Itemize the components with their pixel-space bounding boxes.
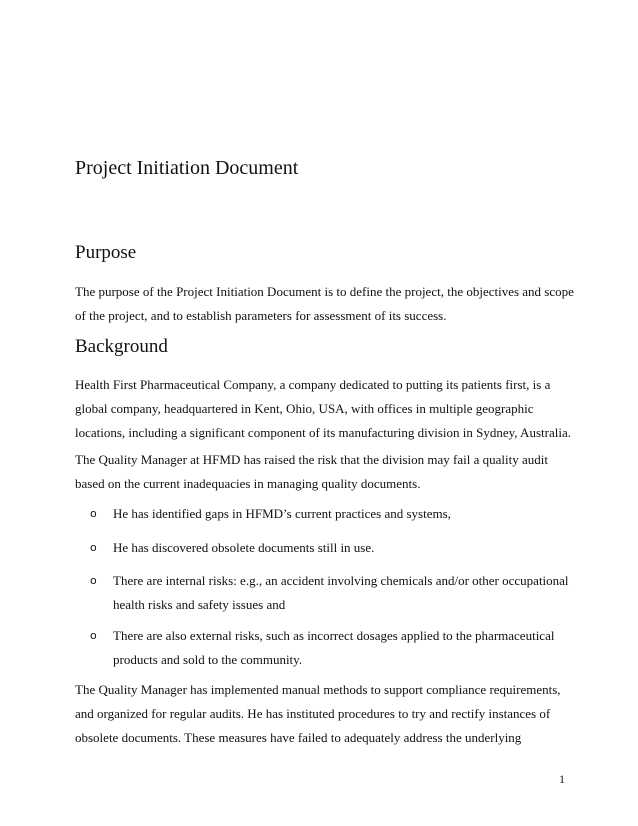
- purpose-paragraph: The purpose of the Project Initiation Document is to define the project, the objectives and scope of the project, and to establish parameters for assessment of its success.: [75, 284, 574, 323]
- bullet-text: There are also external risks, such as incorrect dosages applied to the pharmaceutical products and sold to the community.: [113, 628, 555, 667]
- bullet-text: He has discovered obsolete documents still in use.: [113, 540, 375, 555]
- background-paragraph-1: Health First Pharmaceutical Company, a company dedicated to putting its patients first, is a global company, headquartered in Kent, Ohio, USA, with offices in multiple geographic locations, including a significant component of its manufacturing division in Sydney, Australia.: [75, 377, 571, 440]
- background-paragraph-3: The Quality Manager has implemented manual methods to support compliance requirements, and organized for regular audits. He has instituted procedures to try and rectify instances of obsolete documents. These measures have failed to adequately address the underlying: [75, 682, 561, 745]
- background-paragraph-2: The Quality Manager at HFMD has raised the risk that the division may fail a quality audit based on the current inadequacies in managing quality documents.: [75, 452, 548, 491]
- purpose-heading: Purpose: [75, 242, 137, 263]
- page-number: 1: [559, 772, 565, 786]
- bullet-text: There are internal risks: e.g., an accident involving chemicals and/or other occupational health risks and safety issues and: [113, 573, 569, 612]
- background-heading: Background: [75, 336, 168, 357]
- list-item: [90, 624, 570, 672]
- list-item: [90, 569, 570, 617]
- list-item: [90, 536, 570, 560]
- bullet-marker: o: [90, 541, 97, 554]
- bullet-marker: o: [90, 629, 97, 642]
- bullet-text: He has identified gaps in HFMD’s current practices and systems,: [113, 506, 451, 521]
- bullet-marker: o: [90, 507, 97, 520]
- document-title: Project Initiation Document: [75, 157, 299, 179]
- bullet-marker: o: [90, 574, 97, 587]
- list-item: [90, 502, 570, 526]
